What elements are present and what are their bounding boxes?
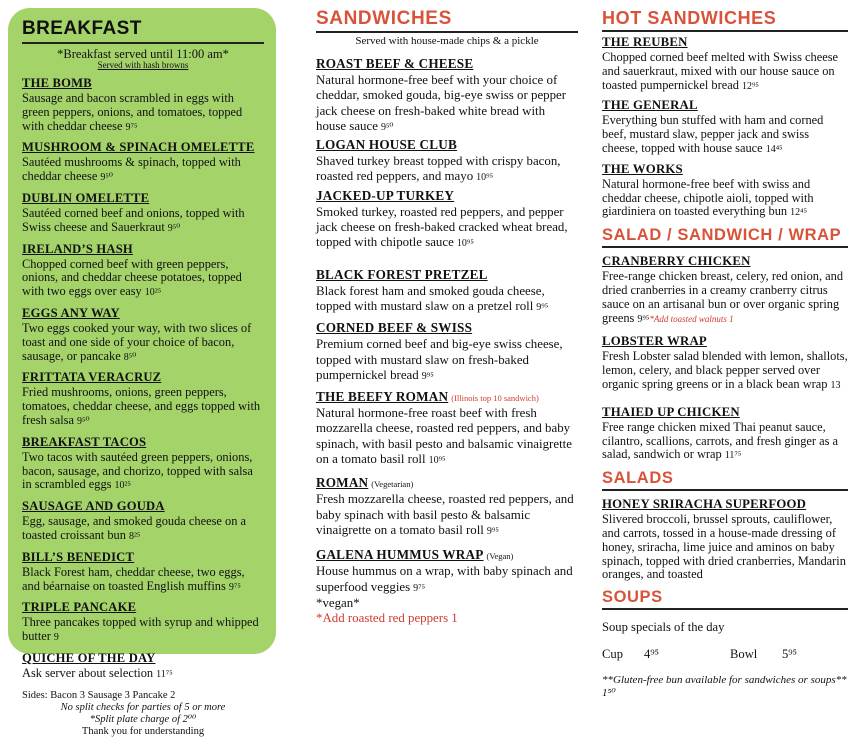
- menu-item-description: [22, 207, 264, 236]
- menu-item: [22, 598, 264, 645]
- menu-item: [316, 546, 578, 626]
- menu-item-price: 9⁷⁵: [125, 121, 138, 133]
- menu-item-description: [316, 564, 578, 596]
- menu-item-name: MUSHROOM & SPINACH OMELETTE: [22, 140, 255, 155]
- menu-item-description: [602, 270, 848, 326]
- menu-item-description: [22, 386, 264, 428]
- menu-item-description-text: Black Forest ham, cheddar cheese, two eggs, and béarnaise on toasted English muffins: [22, 564, 245, 593]
- menu-item-price: 10⁹⁵: [428, 455, 446, 467]
- menu-item-description-text: Premium corned beef and big-eye swiss cheese, topped with mustard slaw on fresh-baked pumpernickel bread: [316, 337, 563, 382]
- menu-item-description-text: Sausage and bacon scrambled in eggs with green peppers, onions, and tomatoes, topped with cheddar cheese: [22, 91, 243, 133]
- menu-item-heading: [22, 304, 264, 322]
- menu-item-name: DUBLIN OMELETTE: [22, 190, 150, 205]
- menu-item-name: BILL’S BENEDICT: [22, 549, 135, 564]
- bowl-label: Bowl: [730, 647, 758, 662]
- menu-item-description: [316, 154, 578, 186]
- breakfast-title: BREAKFAST: [22, 18, 264, 44]
- menu-item-description: [602, 51, 848, 93]
- menu-item-heading: [316, 55, 578, 73]
- menu-item-description: [602, 350, 848, 392]
- gluten-free-note: **Gluten-free bun available for sandwiches or soups** 1⁵⁰: [602, 674, 847, 700]
- menu-item-price: 9: [53, 632, 59, 644]
- menu-item-name: TRIPLE PANCAKE: [22, 600, 137, 615]
- menu-item-name: THE BOMB: [22, 76, 92, 90]
- menu-item: [316, 187, 578, 252]
- menu-item-price: 9⁹⁵: [536, 301, 549, 313]
- menu-item-price: 8⁵⁰: [123, 351, 137, 363]
- menu-item-description: [22, 515, 264, 544]
- menu-item-heading: [602, 252, 848, 270]
- menu-item-description-text: Ask server about selection: [22, 665, 154, 680]
- menu-item: [22, 368, 264, 428]
- menu-item: [22, 189, 264, 236]
- menu-item-price: 9⁵⁰: [167, 222, 181, 234]
- menu-item-name: HONEY SRIRACHA SUPERFOOD: [602, 497, 807, 512]
- soups-title: SOUPS: [602, 588, 848, 610]
- menu-item-description-text: Two eggs cooked your way, with two slices of toast and one side of your choice of bacon, sausage, or pancake: [22, 320, 252, 363]
- menu-item-heading: [602, 160, 848, 178]
- menu-item-name: THAIED UP CHICKEN: [602, 404, 740, 419]
- menu-item-description: [22, 92, 264, 134]
- salads-title: SALADS: [602, 469, 848, 491]
- menu-item-price: 10²⁵: [114, 480, 131, 492]
- menu-item-heading: [602, 332, 848, 350]
- menu-item-extra: *vegan*: [316, 595, 360, 610]
- breakfast-note: [22, 47, 264, 70]
- cup-label: Cup: [602, 647, 623, 662]
- menu-item-heading: [22, 497, 264, 515]
- menu-item-description-text: Free-range chicken breast, celery, red onion, and dried cranberries in a creamy cranberry citrus sauce on an artisanal bun or over organic spring greens: [602, 269, 844, 325]
- menu-item-heading: [22, 189, 264, 207]
- breakfast-panel: [8, 8, 276, 737]
- menu-item-description-text: Chopped corned beef melted with Swiss cheese and sauerkraut, mixed with our house sauce on toasted pumpernickel bread: [602, 50, 839, 92]
- breakfast-footer: [22, 690, 264, 738]
- menu-item-price: 13: [830, 379, 841, 391]
- menu-item-heading: [316, 187, 578, 205]
- menu-item-price: 9⁵⁰: [100, 172, 113, 184]
- menu-item-tag: (Vegan): [486, 551, 514, 562]
- menu-item-price: 9⁵⁰: [76, 415, 90, 427]
- sandwiches-title: SANDWICHES: [316, 8, 578, 33]
- menu-item-name: THE BEEFY ROMAN: [316, 389, 449, 405]
- menu-item-description-text: Black forest ham and smoked gouda cheese, topped with mustard slaw on a pretzel roll: [316, 283, 545, 313]
- policy-split-plate: *Split plate charge of 2⁰⁰: [89, 713, 197, 725]
- menu-item-name: QUICHE OF THE DAY: [22, 650, 156, 665]
- menu-item: [316, 136, 578, 186]
- menu-item-description-text: Fried mushrooms, onions, green peppers, tomatoes, cheddar cheese, and eggs topped with fresh salsa: [22, 385, 261, 427]
- menu-item-name: BLACK FOREST PRETZEL: [316, 266, 488, 282]
- menu-item: [602, 96, 848, 156]
- menu-item-name: LOBSTER WRAP: [602, 334, 707, 349]
- menu-item-heading: [316, 546, 578, 564]
- menu-item-description: [316, 73, 578, 135]
- menu-item-description-text: Chopped corned beef with green peppers, onions, and cheddar cheese potatoes, topped with two eggs over easy: [22, 256, 242, 299]
- menu-item: [602, 252, 848, 326]
- menu-item-name: LOGAN HOUSE CLUB: [316, 137, 457, 153]
- menu-item-price: 9⁹⁵: [637, 313, 650, 325]
- menu-item-description-text: Natural hormone-free beef with your choice of cheddar, smoked gouda, big-eye swiss or pepper jack cheese on fresh-baked white bread with house sauce: [316, 73, 567, 133]
- menu-item-description: [22, 616, 264, 645]
- menu-item-price: 9⁹⁵: [486, 525, 499, 537]
- menu-item-price: 12⁹⁵: [741, 80, 759, 92]
- menu-item: [602, 403, 848, 463]
- menu-item-price: 9⁷⁵: [228, 581, 241, 593]
- menu-item-description: [22, 258, 264, 300]
- menu-item: [602, 33, 848, 93]
- menu-item-heading: [22, 598, 264, 616]
- sandwiches-list: [316, 55, 578, 626]
- menu-item: [22, 433, 264, 493]
- menu-item-name: CORNED BEEF & SWISS: [316, 320, 473, 336]
- menu-item-name: GALENA HUMMUS WRAP: [316, 547, 484, 563]
- menu-item: [602, 495, 848, 582]
- menu-item-heading: [22, 240, 264, 258]
- soup-specials: Soup specials of the day: [602, 620, 725, 635]
- menu-item-price: 9⁷⁵: [413, 582, 426, 594]
- breakfast-hours: *Breakfast served until 11:00 am*: [57, 47, 229, 61]
- menu-item-price: 12⁴⁵: [790, 207, 808, 219]
- thank-you-note: Thank you for understanding: [81, 725, 205, 737]
- menu-item-description-text: House hummus on a wrap, with baby spinach and superfood veggies: [316, 564, 573, 594]
- menu-item-name: BREAKFAST TACOS: [22, 434, 147, 449]
- sandwiches-note: Served with house-made chips & a pickle: [355, 35, 539, 47]
- menu-item-description-text: Natural hormone-free beef with swiss and cheddar cheese, chipotle aioli, topped with giardiniera on toasted everything bun: [602, 176, 814, 219]
- menu-item-heading: [316, 266, 578, 284]
- menu-item-description: [602, 513, 848, 582]
- menu-item: [22, 240, 264, 300]
- menu-item-description: [316, 406, 578, 468]
- menu-item-description-text: Two tacos with sautéed green peppers, onions, bacon, sausage, and chorizo, topped with salsa in scrambled eggs: [22, 449, 253, 492]
- menu-item-heading: [602, 403, 848, 421]
- menu-item-description: [316, 492, 578, 539]
- menu-item-description-text: Sautéed mushrooms & spinach, topped with cheddar cheese: [22, 155, 241, 184]
- menu-item: [602, 160, 848, 220]
- menu-item: [22, 497, 264, 544]
- menu-item-name: THE REUBEN: [602, 35, 688, 49]
- right-column: [602, 8, 848, 700]
- menu-item-heading: [316, 319, 578, 337]
- menu-item-name: JACKED-UP TURKEY: [316, 187, 455, 203]
- menu-item-description-text: Fresh Lobster salad blended with lemon, shallots, lemon, celery, and black pepper served over organic spring greens or in a black bean wrap: [602, 349, 848, 391]
- menu-item-description: [22, 451, 264, 493]
- menu-item-heading: [316, 136, 578, 154]
- salad-sandwich-wrap-list: [602, 252, 848, 463]
- menu-item-heading: [22, 74, 264, 92]
- menu-item-heading: [22, 649, 264, 667]
- breakfast-subnote: Served with hash browns: [97, 60, 189, 70]
- menu-item-description: [602, 114, 848, 156]
- menu-item: [316, 474, 578, 539]
- menu-item-price: 8²⁵: [128, 530, 141, 542]
- menu-item-heading: [316, 474, 578, 492]
- menu-item-name: CRANBERRY CHICKEN: [602, 254, 751, 269]
- menu-item-price: 14⁴⁵: [765, 143, 783, 155]
- menu-item-description: [602, 421, 848, 463]
- soup-prices: [602, 647, 848, 662]
- menu-item-heading: [22, 138, 264, 156]
- menu-item-description-text: Shaved turkey breast topped with crispy bacon, roasted red peppers, and mayo: [316, 154, 561, 184]
- menu-item-heading: [22, 548, 264, 566]
- menu-item-price: 10⁹⁵: [476, 172, 494, 184]
- menu-item-description: [22, 667, 264, 682]
- menu-item-name: IRELAND’S HASH: [22, 241, 133, 256]
- menu-item-heading: [602, 495, 848, 513]
- menu-item-description: [602, 178, 848, 220]
- menu-item-description-text: Fresh mozzarella cheese, roasted red peppers, and baby spinach with basil pesto & balsamic vinaigrette on a tomato basil roll: [316, 492, 574, 537]
- menu-item: [316, 266, 578, 316]
- menu-item-heading: [602, 33, 848, 51]
- menu-item: [22, 304, 264, 364]
- menu-item-price: 10²⁵: [144, 287, 162, 299]
- menu-item: [22, 138, 264, 185]
- menu-item: [316, 388, 578, 468]
- menu-item-heading: [316, 388, 578, 406]
- menu-item-name: THE WORKS: [602, 161, 683, 176]
- menu-item: [602, 332, 848, 392]
- menu-item-price: 10⁹⁵: [456, 238, 474, 250]
- menu-item-addon: *Add toasted walnuts 1: [649, 313, 734, 324]
- menu-item-heading: [22, 433, 264, 451]
- menu-item: [316, 55, 578, 135]
- menu-item-heading: [22, 368, 264, 386]
- menu-item-description: [22, 322, 264, 364]
- hot-sandwiches-list: [602, 33, 848, 220]
- menu-item-price: 9⁹⁵: [421, 370, 434, 382]
- menu-item-tag: (Illinois top 10 sandwich): [451, 393, 539, 404]
- menu-item-description-text: Slivered broccoli, brussel sprouts, cauliflower, and carrots, tossed in a house-made dressing of honey, sriracha, lime juice and aminos on baby spinach, topped with dried cranberries, Mandarin oranges, and toasted: [602, 512, 846, 582]
- menu-item-description-text: Egg, sausage, and smoked gouda cheese on a toasted croissant bun: [22, 514, 246, 542]
- menu-item-tag: (Vegetarian): [371, 479, 414, 490]
- menu-item: [22, 74, 264, 134]
- menu-item-name: THE GENERAL: [602, 98, 698, 113]
- menu-item-name: EGGS ANY WAY: [22, 305, 120, 320]
- menu-item: [316, 319, 578, 384]
- menu-item-price: 11⁷⁵: [156, 668, 173, 680]
- menu-item-name: ROAST BEEF & CHEESE: [316, 56, 474, 71]
- cup-price: 4⁹⁵: [644, 647, 660, 662]
- hot-sandwiches-title: HOT SANDWICHES: [602, 8, 848, 32]
- menu-item-description-text: Three pancakes topped with syrup and whipped butter: [22, 615, 259, 644]
- menu-item-price: 9⁵⁰: [380, 121, 394, 133]
- sandwiches-column: [316, 8, 578, 626]
- menu-item-description: [22, 156, 264, 185]
- menu-item-description: [316, 337, 578, 384]
- policy-split-checks: No split checks for parties of 5 or more: [60, 701, 226, 713]
- menu-item-name: FRITTATA VERACRUZ: [22, 370, 162, 385]
- menu-item-description: [316, 284, 578, 316]
- menu-item-price: 11⁷⁵: [724, 450, 742, 462]
- menu-item-addon: *Add roasted red peppers 1: [316, 611, 458, 626]
- menu-item: [22, 649, 264, 682]
- menu-item-description-text: Everything bun stuffed with ham and corned beef, mustard slaw, pepper jack and swiss cheese, topped with house sauce: [602, 113, 824, 155]
- menu-item-description-text: Smoked turkey, roasted red peppers, and pepper jack cheese on fresh-baked cracked wheat bread, topped with chipotle sauce: [316, 204, 568, 250]
- menu-item-name: ROMAN: [316, 475, 369, 491]
- menu-item-name: SAUSAGE AND GOUDA: [22, 499, 165, 514]
- salad-sandwich-wrap-title: SALAD / SANDWICH / WRAP: [602, 226, 848, 248]
- menu-item-description-text: Natural hormone-free roast beef with fresh mozzarella cheese, roasted red peppers, and baby spinach, with basil pesto and balsamic vinaigrette on a tomato basil roll: [316, 406, 572, 467]
- menu-item-description: [22, 566, 264, 595]
- bowl-price: 5⁹⁵: [782, 647, 798, 662]
- salads-list: [602, 495, 848, 582]
- menu-item-description-text: Sautéed corned beef and onions, topped with Swiss cheese and Sauerkraut: [22, 205, 245, 234]
- menu-item: [22, 548, 264, 595]
- sides-line: Sides: Bacon 3 Sausage 3 Pancake 2: [22, 689, 176, 701]
- breakfast-list: [22, 74, 264, 682]
- menu-item-description-text: Free range chicken mixed Thai peanut sauce, cilantro, scallions, carrots, and fresh ginger as a salad, sandwich or wrap: [602, 419, 839, 462]
- menu-item-description: [316, 205, 578, 252]
- menu-item-heading: [602, 96, 848, 114]
